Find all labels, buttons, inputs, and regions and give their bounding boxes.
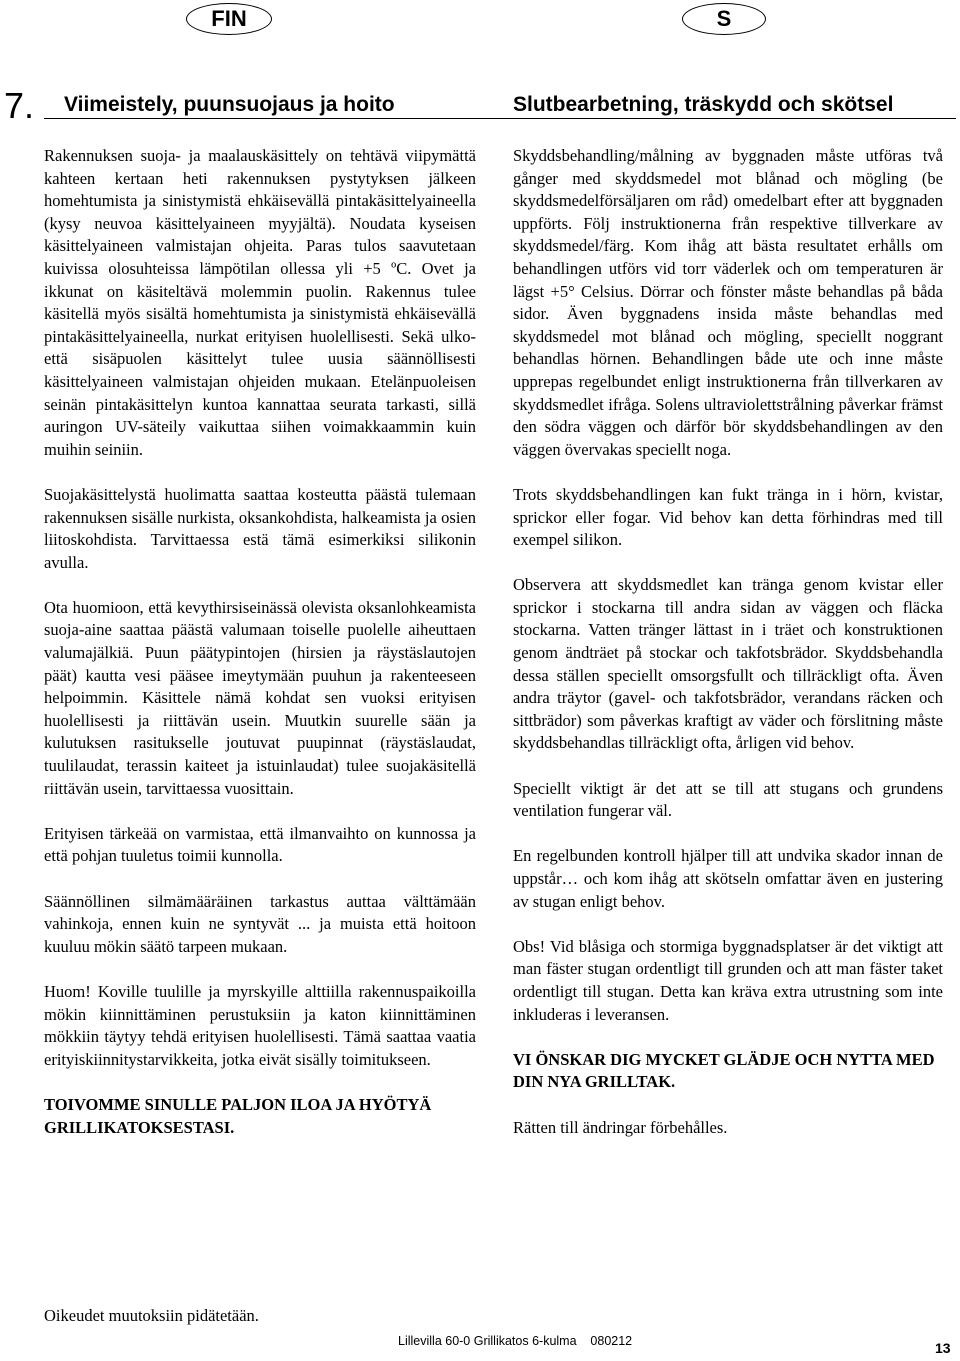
chapter-number: 7. — [4, 85, 35, 126]
paragraph: Rakennuksen suoja- ja maalauskäsittely on tehtävä viipymättä kahteen kertaan heti rakennuksen pystytyksen jälkeen homehtumista ja sinistymistä ehkäisevällä pintakäsittelyaineella (kysy neuvoa käsittelyaineen myyjältä). Noudata kyseisen käsittelyaineen valmistajan ohjeita. Paras tulos saavutetaan kuivissa olosuhteissa lämpötilan ollessa yli +5 ºC. Ovet ja ikkunat on käsiteltävä molemmin puolin. Rakennus tulee käsitellä myös sisältä homehtumista ja sinistymistä ehkäisevällä pintakäsittelyaineella, nurkat erityisen huolellisesti. Sekä ulko- että sisäpuolen käsittelyt tulee uusia säännöllisesti käsittelyaineen valmistajan ohjeiden mukaan. Etelänpuoleisen seinän pintakäsittelyn kuntoa kannattaa seurata tarkasti, sillä auringon UV-säteily vaikuttaa siihen voimakkaammin kuin muihin seiniin. — [44, 146, 476, 459]
paragraph: Suojakäsittelystä huolimatta saattaa kosteutta päästä tulemaan rakennuksen sisälle nurkista, oksankohdista, halkeamista ja osien liitoskohdista. Tarvittaessa estä tämä esimerkiksi silikonin avulla. — [44, 484, 476, 572]
column-sv — [513, 145, 943, 1139]
heading-sv: Slutbearbetning, träskydd och skötsel — [513, 93, 894, 116]
closing-greeting-fi: TOIVOMME SINULLE PALJON ILOA JA HYÖTYÄ GRILLIKATOKSESTASI. — [44, 1094, 432, 1137]
paragraph: Speciellt viktigt är det att se till att stugans och grundens ventilation fungerar väl. — [513, 778, 943, 821]
heading-rule — [44, 118, 956, 119]
heading-fi: Viimeistely, puunsuojaus ja hoito — [64, 93, 395, 116]
page-number: 13 — [935, 1340, 951, 1356]
paragraph: Säännöllinen silmämääräinen tarkastus auttaa välttämään vahinkoja, ennen kuin ne syntyvät ... ja muista että hoitoon kuuluu mökin säätö tarpeen mukaan. — [44, 891, 476, 956]
paragraph: En regelbunden kontroll hjälper till att undvika skador innan de uppstår… och kom ihåg att skötseln omfattar även en justering av stugan enligt behov. — [513, 846, 943, 911]
paragraph: Observera att skyddsmedlet kan tränga genom kvistar eller sprickor i stockarna till andra sidan av väggen och fläcka stockarna. Vatten tränger lättast in i träet och konstruktionen genom ändträet på stockar och takfotsbrädor. Skyddsbehandla dessa ställen speciellt omsorgsfullt och tillräckligt ofta. Även andra träytor (gavel- och takfotsbrädor, verandans räcken och sittbrädor) som påverkas kraftigt av väder och förslitning måste skyddsbehandlas tillräckligt ofta, årligen vid behov. — [513, 575, 943, 753]
paragraph: Erityisen tärkeää on varmistaa, että ilmanvaihto on kunnossa ja että pohjan tuuletus toimii kunnolla. — [44, 823, 476, 866]
language-label-fin: FIN — [186, 3, 272, 35]
paragraph: Huom! Koville tuulille ja myrskyille alttiilla rakennuspaikoilla mökin kiinnittäminen perustuksiin ja katon kiinnittäminen mökkiin täytyy tehdä erityisen huolellisesti. Tämä saattaa vaatia erityiskiinnitystarvikkeita, jotka eivät sisälly toimitukseen. — [44, 981, 476, 1069]
column-fi — [44, 145, 476, 1139]
language-label-s: S — [682, 3, 766, 35]
paragraph: Ota huomioon, että kevythirsiseinässä olevista oksanlohkeamista suoja-aine saattaa päästä valumaan toiselle puolelle aiheuttaen valumajälkiä. Puun päätypintojen (hirsien ja räystäslautojen päät) kautta vesi pääsee imeytymään puuhun ja rakenteeseen helpoimmin. Käsittele nämä kohdat sen vuoksi erityisen huolellisesti ja riittävän usein. Muutkin suurelle sään ja kulutuksen rasitukselle joutuvat puupinnat (räystäslaudat, tuulilaudat, terassin kaiteet ja istuinlaudat) tulee suojakäsitellä riittävän usein, tarvittaessa vuosittain. — [44, 597, 476, 798]
rights-notice-sv: Rätten till ändringar förbehålles. — [513, 1117, 728, 1137]
rights-notice-fi: Oikeudet muutoksiin pidätetään. — [44, 1306, 259, 1325]
closing-greeting-sv: VI ÖNSKAR DIG MYCKET GLÄDJE OCH NYTTA MED DIN NYA GRILLTAK. — [513, 1049, 935, 1092]
paragraph: Skyddsbehandling/målning av byggnaden måste utföras två gånger med skyddsmedel mot blånad och mögling (be skyddsmedelförsäljaren om råd) omedelbart efter att byggnaden uppförts. Följ instruktionerna från respektive tillverkare av skyddsmedel/färg. Kom ihåg att bästa resultatet erhålls om behandlingen utförs vid torr väderlek och om temperaturen är lägst +5° Celsius. Dörrar och fönster måste behandlas på båda sidor. Även byggnadens insida måste behandlas med skyddsmedel mot blånad och mögling, speciellt noggrant behandlas hörnen. Behandlingen både ute och inne måste upprepas regelbundet enligt instruktionerna från tillverkaren av skyddsmedlet ifråga. Solens ultraviolettstrålning påverkar främst den södra väggen och därför bör skyddsbehandlingen av den väggen övervakas speciellt noga. — [513, 146, 943, 459]
paragraph: Trots skyddsbehandlingen kan fukt tränga in i hörn, kvistar, sprickor eller fogar. Vid behov kan detta förhindras med till exempel silikon. — [513, 484, 943, 550]
paragraph: Obs! Vid blåsiga och stormiga byggnadsplatser är det viktigt att man fäster stugan ordentligt till grunden och att man fäster taket ordentligt till stugan. Detta kan kräva extra utrustning som inte inkluderas i leveransen. — [513, 936, 943, 1024]
footer-model-info: Lillevilla 60-0 Grillikatos 6-kulma 080212 — [398, 1334, 633, 1348]
